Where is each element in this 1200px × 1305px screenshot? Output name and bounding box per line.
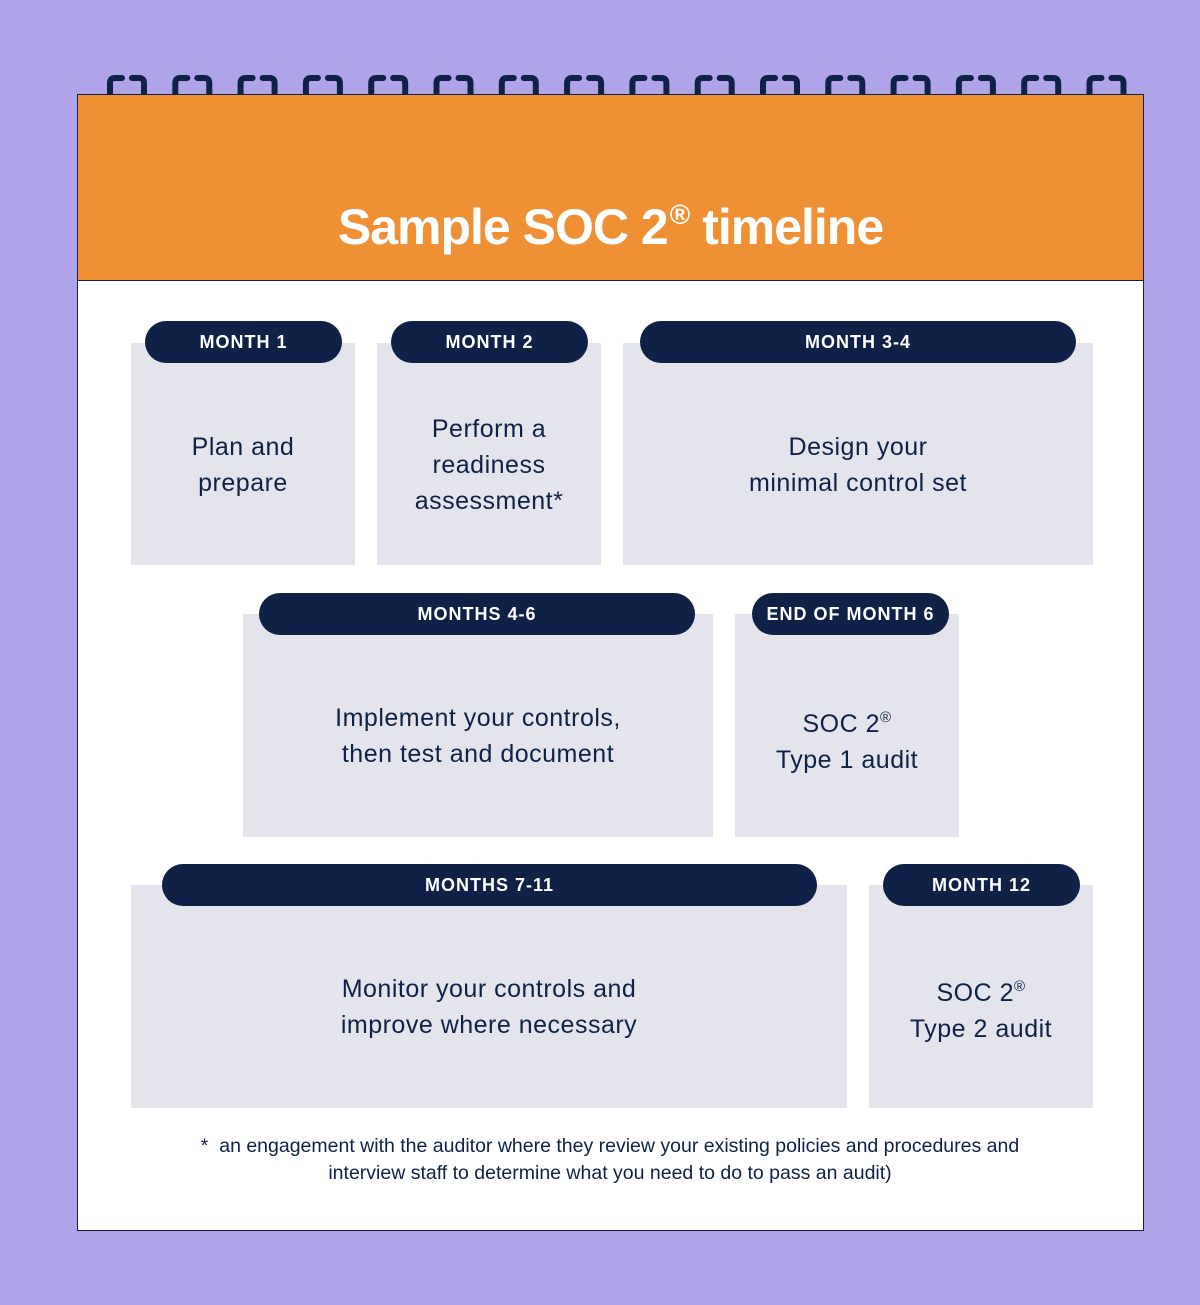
step-text-line: SOC 2 [936,979,1014,1007]
step-card-month-3-4 [623,343,1093,565]
step-card-month-12 [869,885,1093,1108]
period-badge-months-4-6: MONTHS 4-6 [259,593,695,635]
period-badge-end-of-month-6: END OF MONTH 6 [752,593,949,635]
step-card-end-of-month-6 [735,614,959,837]
step-text-line: Monitor your controls and [341,975,637,1003]
registered-mark: ® [1013,978,1026,995]
footnote [120,1133,1100,1187]
step-card-month-2 [377,343,601,565]
step-text-line: readiness [432,451,546,479]
page-title: Sample SOC 2® timeline [337,199,884,255]
step-card-months-7-11 [131,885,847,1108]
step-text-line: then test and document [341,740,615,768]
step-text-line: improve where necessary [340,1011,638,1039]
footnote-marker: * [200,1135,209,1157]
step-text-line: prepare [198,469,288,497]
step-card-months-4-6 [243,614,713,837]
period-badge-month-2: MONTH 2 [391,321,588,363]
step-text-line: Implement your controls, [335,704,621,732]
footnote-line: interview staff to determine what you need to do to pass an audit) [328,1162,892,1184]
step-text-line: Perform a [431,415,547,443]
step-text-line: SOC 2 [802,710,880,738]
footnote-line: an engagement with the auditor where they review your existing policies and procedures and [219,1135,1020,1157]
registered-mark: ® [879,709,892,726]
step-text-line: assessment* [414,487,564,515]
step-card-month-1 [131,343,355,565]
period-badge-month-12: MONTH 12 [883,864,1080,906]
period-badge-month-1: MONTH 1 [145,321,342,363]
step-text-line: Type 1 audit [775,746,919,774]
period-badge-months-7-11: MONTHS 7-11 [162,864,817,906]
step-text-line: Design your [788,433,928,461]
registered-mark: ® [669,199,690,230]
period-badge-month-3-4: MONTH 3-4 [640,321,1076,363]
step-text-line: Plan and [191,433,295,461]
step-text-line: minimal control set [749,469,967,497]
step-text-line: Type 2 audit [909,1015,1053,1043]
calendar-header [78,95,1143,281]
